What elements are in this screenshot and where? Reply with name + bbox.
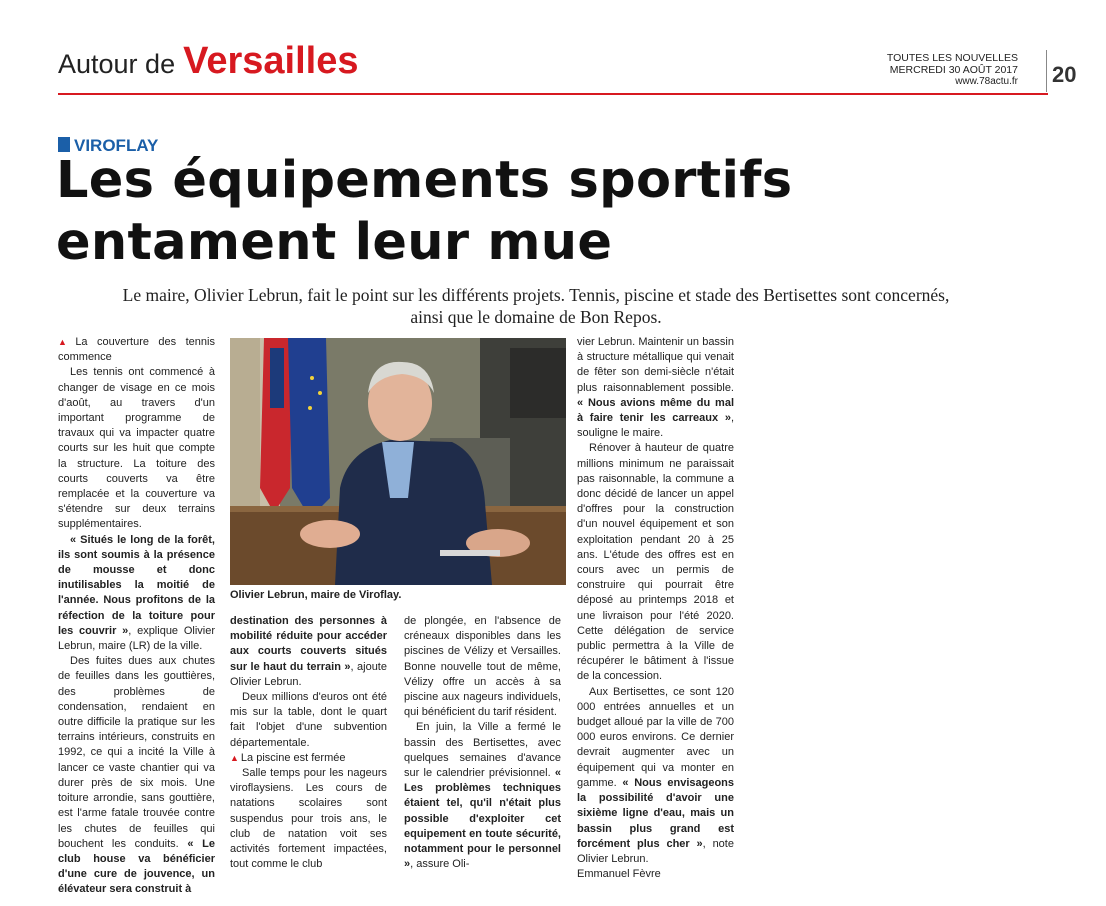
article-column-3 xyxy=(404,614,561,872)
paragraph: « Situés le long de la forêt, ils sont soumis à la présence de mousse et donc inutilisables la moitié de l'année. Nous profitons de la réfection de la toiture pour les couvrir », explique Olivier Lebrun, maire (LR) de la ville. xyxy=(58,533,215,653)
issue-date: MERCREDI 30 AOÛT 2017 xyxy=(889,64,1018,76)
paragraph: En juin, la Ville a fermé le bassin des Bertisettes, avec quelques semaines d'avance sur le calendrier prévisionnel. « Les problèmes techniques étaient tel, qu'il n'était plus possible d'exploiter cet equipement en toute sécurité, notamment pour le personnel », assure Oli- xyxy=(404,721,561,871)
lead-paragraph xyxy=(56,284,1016,328)
header-rule xyxy=(58,93,1048,95)
red-triangle-icon: ▲ xyxy=(230,752,239,763)
lead-line-1: Le maire, Olivier Lebrun, fait le point sur les différents projets. Tennis, piscine et stade des Bertisettes sont concernés, xyxy=(122,285,950,305)
quote: destination des personnes à mobilité réduite pour accéder aux courts couverts situés sur le haut du terrain » xyxy=(230,615,387,673)
byline: Emmanuel Fèvre xyxy=(577,868,661,881)
section-title-prefix: Autour de xyxy=(58,49,176,79)
paragraph: destination des personnes à mobilité réduite pour accéder aux courts couverts situés sur le haut du terrain », ajoute Olivier Lebrun. xyxy=(230,615,387,688)
paper-name: TOUTES LES NOUVELLES xyxy=(886,52,1018,64)
red-triangle-icon: ▲ xyxy=(58,337,74,347)
paragraph: Les tennis ont commencé à changer de visage en ce mois d'août, au travers d'un important programme de travaux qui va impacter quatre courts sur les huit que compte la structure. La toiture des courts couverts va être remplacée et la couverture va s'étendre sur deux terrains supplémentaires. xyxy=(58,366,215,531)
subhead-piscine: ▲ La piscine est fermée xyxy=(230,751,346,764)
masthead xyxy=(887,52,1018,88)
paragraph: Salle temps pour les nageurs viroflaysiens. Les cours de natations scolaires sont suspendus pour trois ans, le club de natation voit ses activités fortement impactées, tout comme le club xyxy=(230,767,387,871)
paragraph: Des fuites dues aux chutes de feuilles dans les gouttières, des problèmes de condensation, rendaient en outre difficile la pratique sur les terrains intérieurs, construits en 1992, ce qui a incité la Ville à lancer ce vaste chantier qui va durer près de six mois. Une toiture arrondie, sans gouttière, est l'arme fatale trouvée contre les chutes de feuilles qui bouchent les conduits. « Le club house va bénéficier d'une cure de jouvence, un élévateur sera construit à xyxy=(58,655,215,896)
subhead-tennis: ▲ La couverture des tennis commence xyxy=(58,336,215,364)
headline xyxy=(56,150,792,274)
article-column-2 xyxy=(230,614,387,872)
page-number-divider xyxy=(1046,50,1047,92)
article-column-1 xyxy=(58,335,215,898)
quote: « Les problèmes techniques étaient tel, qu'il n'était plus possible d'exploiter cet equipement en toute sécurité, notamment pour le personnel » xyxy=(404,767,561,871)
headline-line-2: entament leur mue xyxy=(56,213,613,272)
quote: « Situés le long de la forêt, ils sont soumis à la présence de mousse et donc inutilisables la moitié de l'année. Nous profitons de la réfection de la toiture pour les couvrir » xyxy=(58,533,215,637)
section-title-city: Versailles xyxy=(183,40,359,82)
headline-line-1: Les équipements sportifs xyxy=(56,151,793,210)
paragraph: vier Lebrun. Maintenir un bassin à structure métallique qui venait de fêter son demi-siècle n'était plus raisonnablement possible. « Nous avions même du mal à faire tenir les carreaux », souligne le maire. xyxy=(577,336,734,440)
section-title xyxy=(58,40,358,83)
paragraph: Rénover à hauteur de quatre millions minimum ne paraissait pas raisonnable, la commune a donc décidé de lancer un appel d'offres pour la construction d'un nouvel équipement et son exploitation pendant 20 à 25 ans. L'étude des offres est en cours avec un permis de construire qui pourrait être déposé au printemps 2018 et une livraison pour l'été 2020. Cette délégation de service public permettra à la Ville de récupérer le bâtiment à l'issue de la concession. xyxy=(577,442,734,683)
website-url: www.78actu.fr xyxy=(955,76,1018,87)
article-column-4 xyxy=(577,335,734,882)
lead-line-2: ainsi que le domaine de Bon Repos. xyxy=(410,307,662,327)
paragraph: de plongée, en l'absence de créneaux disponibles dans les piscines de Vélizy et Versailles. Bonne nouvelle tout de même, Vélizy offre un accès à sa piscine aux nageurs individuels, qui bénéficient du tarif résident. xyxy=(404,615,561,719)
photo-illustration xyxy=(230,338,566,585)
page-number: 20 xyxy=(1052,62,1077,87)
photo-caption: Olivier Lebrun, maire de Viroflay. xyxy=(230,589,402,601)
paragraph: Aux Bertisettes, ce sont 120 000 entrées annuelles et un budget alloué par la ville de 700 000 euros environs. Ce dernier devrait augmenter avec un équipement qui va monter en gamme. « Nous envisageons la possibilité d'avoir une sixième ligne d'eau, mais un bassin plus grand est forcément plus cher », note Olivier Lebrun. xyxy=(577,685,734,865)
kicker-label: VIROFLAY xyxy=(74,136,159,155)
mayor-photo xyxy=(230,338,566,585)
quote: « Nous avions même du mal à faire tenir les carreaux » xyxy=(577,396,734,425)
paragraph: Deux millions d'euros ont été mis sur la table, dont le quart fait l'objet d'une subvention départementale. xyxy=(230,691,387,749)
quote: « Le club house va bénéficier d'une cure de jouvence, un élévateur sera construit à xyxy=(58,837,215,896)
quote: « Nous envisageons la possibilité d'avoir une sixième ligne d'eau, mais un bassin plus grand est forcément plus cher » xyxy=(577,776,734,850)
